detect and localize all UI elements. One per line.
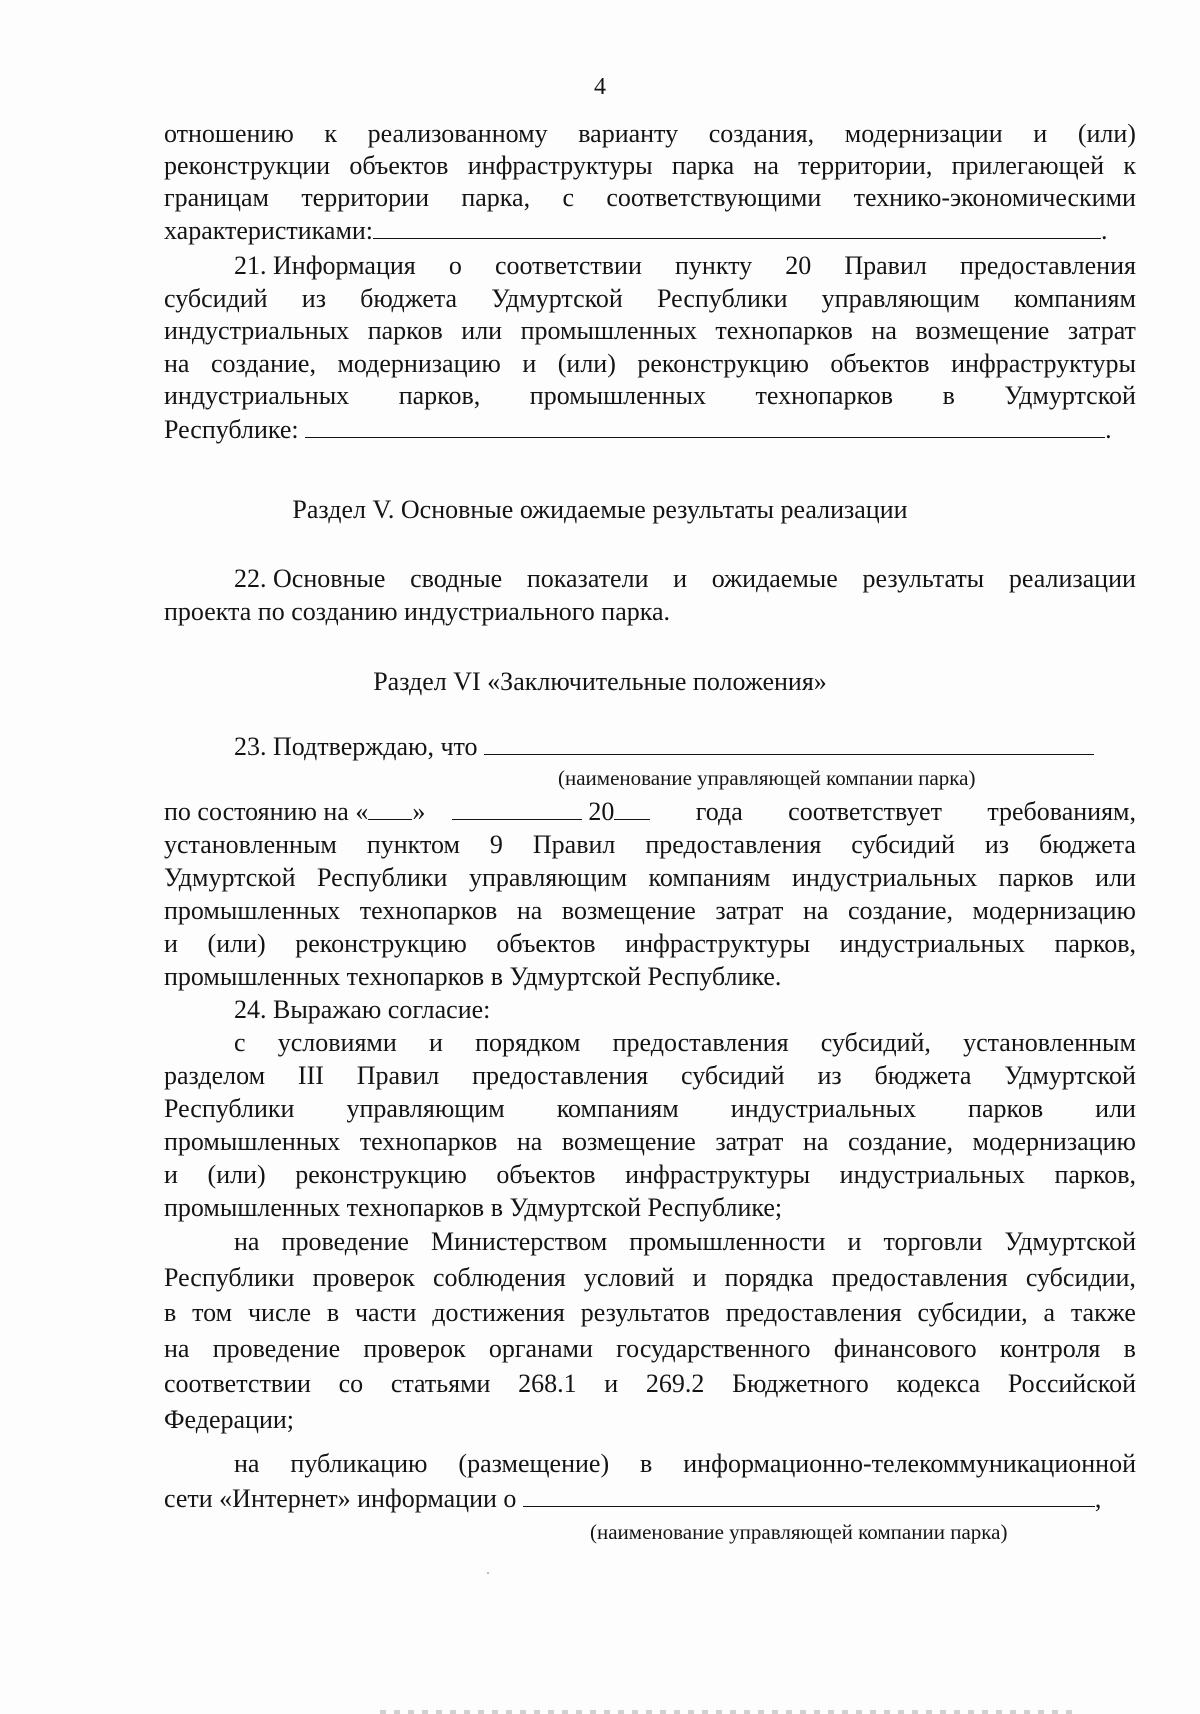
fill-in-blank <box>305 413 1105 438</box>
word: Республики <box>164 1094 295 1123</box>
line-text: требованиям, <box>987 797 1136 826</box>
word: или <box>461 316 503 345</box>
word: предоставления <box>725 1298 902 1327</box>
word: технопарков <box>359 896 498 925</box>
word: Удмуртской <box>491 283 623 313</box>
word: к <box>324 119 338 148</box>
day-blank <box>368 795 412 820</box>
word: и <box>164 929 178 958</box>
text-line: промышленных технопарков в Удмуртской Республике; <box>164 1193 783 1222</box>
word: компаниям <box>1014 283 1136 313</box>
line-end: . <box>1105 414 1112 444</box>
word: (или) <box>207 1160 266 1189</box>
word: на <box>164 348 190 378</box>
word: создание, <box>848 1127 953 1156</box>
text-line <box>164 828 1136 861</box>
word: 22. Основные <box>234 564 386 593</box>
paragraph-21 <box>164 250 1136 446</box>
text-line <box>164 861 1136 894</box>
word: соблюдения <box>432 1262 566 1292</box>
section-heading-6: Раздел VI «Заключительные положения» <box>373 667 827 696</box>
word: контроля <box>999 1333 1101 1363</box>
word: и <box>428 1028 443 1057</box>
word: условий <box>583 1262 675 1292</box>
word: парков <box>367 316 443 345</box>
word: в <box>942 381 955 410</box>
word: Правил <box>356 1061 440 1090</box>
paragraph-22 <box>164 562 1136 628</box>
word: финансового <box>833 1333 977 1363</box>
word: и <box>673 564 688 593</box>
word: территории <box>301 183 429 212</box>
word: создание, <box>210 348 316 378</box>
word: бюджета <box>1039 830 1136 859</box>
word: числе <box>247 1298 311 1327</box>
word: бюджета <box>360 283 458 313</box>
line-text: сети «Интернет» информации о <box>164 1484 517 1513</box>
text-line <box>164 150 1136 182</box>
word: объектов <box>496 1160 596 1189</box>
word: на <box>164 1333 190 1363</box>
word: объектов <box>830 348 930 378</box>
word: (или) <box>1077 119 1136 148</box>
text-line <box>164 1366 1136 1402</box>
word: инфраструктуры <box>951 348 1136 378</box>
word: предоставления <box>612 1028 789 1057</box>
word: достижения <box>432 1298 565 1327</box>
word: установленным <box>963 1028 1136 1057</box>
word: индустриальных <box>839 929 1025 958</box>
word: предоставления <box>959 251 1136 280</box>
paragraph-24-publication <box>164 1446 1136 1516</box>
word: информационно-телекоммуникационной <box>683 1449 1136 1478</box>
text-line <box>164 1446 1136 1481</box>
year-prefix: 20 <box>588 797 615 826</box>
word: Удмуртской <box>1004 1061 1136 1090</box>
word: из <box>984 830 1010 859</box>
company-name-blank <box>484 730 1094 755</box>
word: проверок <box>363 1333 466 1363</box>
word: на <box>802 896 829 925</box>
word: Удмуртской <box>1004 1227 1136 1256</box>
word: реконструкцию <box>295 929 467 958</box>
word: части <box>354 1298 417 1327</box>
word: индустриальных <box>164 381 350 410</box>
text-line <box>164 380 1136 413</box>
word: возмещение <box>915 316 1050 345</box>
word: модернизацию <box>972 1127 1136 1156</box>
word: Правил <box>844 251 927 280</box>
word: парков, <box>398 381 481 410</box>
word: модернизацию <box>972 896 1136 925</box>
word: или <box>1095 1094 1136 1123</box>
date-prefix: по состоянию на « <box>164 797 369 826</box>
word: и <box>522 348 537 378</box>
word: Российской <box>1007 1369 1136 1398</box>
text-line <box>164 250 1136 283</box>
word: модернизацию <box>337 348 501 378</box>
line-text: Республике: <box>164 414 299 444</box>
word: кодекса <box>896 1369 981 1398</box>
word: и <box>692 1262 707 1292</box>
word: границам <box>164 183 269 212</box>
word: торговли <box>883 1227 983 1256</box>
text-line <box>164 315 1136 348</box>
word: в <box>326 1298 340 1327</box>
word: с <box>234 1028 246 1057</box>
word: ожидаемые <box>711 564 838 593</box>
word: установленным <box>164 830 337 859</box>
word: а <box>1043 1298 1056 1327</box>
text-line: Федерации; <box>164 1404 295 1434</box>
text-line <box>164 927 1136 960</box>
word: управляющим <box>468 863 628 892</box>
paragraph-24-checks <box>164 1224 1136 1437</box>
word: на <box>753 151 779 180</box>
word: объектов <box>496 929 596 958</box>
line-text: характеристиками: <box>164 216 374 245</box>
word: субсидий, <box>820 1028 931 1057</box>
word: с <box>562 183 574 212</box>
word: парков <box>968 1094 1044 1123</box>
word: на <box>234 1227 260 1256</box>
word: (или) <box>557 348 616 378</box>
word: инфраструктуры <box>625 1160 811 1189</box>
word: 20 <box>785 251 812 280</box>
text-line: проекта по созданию индустриального парка. <box>164 597 671 626</box>
word: промышленных <box>164 1127 341 1156</box>
text-line <box>164 1295 1136 1331</box>
word: индустриальных <box>791 863 978 892</box>
word: и <box>847 1227 862 1256</box>
word: в <box>640 1449 653 1478</box>
text-line <box>164 182 1136 214</box>
word: и <box>164 1160 178 1189</box>
word: (или) <box>207 929 266 958</box>
text-line <box>164 1092 1136 1125</box>
word: Министерством <box>430 1227 608 1256</box>
scan-speck <box>487 1572 489 1574</box>
word: Бюджетного <box>732 1369 869 1398</box>
word: управляющим <box>821 283 980 313</box>
word: Удмуртской <box>164 863 296 892</box>
word: III <box>297 1061 324 1090</box>
word: 268.1 <box>518 1369 577 1398</box>
text-line <box>164 1331 1136 1367</box>
word: промышленных <box>520 316 697 345</box>
word: реконструкцию <box>295 1160 467 1189</box>
text-line <box>164 413 1136 447</box>
word: из <box>301 283 326 313</box>
word: промышленных <box>529 381 706 410</box>
blank-caption: (наименование управляющей компании парка) <box>590 1520 1008 1544</box>
word: 21. Информация <box>234 251 416 280</box>
word: также <box>1070 1298 1136 1327</box>
word: реконструкции <box>164 151 331 180</box>
word: парков, <box>1054 1160 1136 1189</box>
paragraph-23 <box>164 730 1136 763</box>
date-text <box>164 795 650 828</box>
word: создания, <box>708 119 815 148</box>
word: создание, <box>848 896 953 925</box>
word: из <box>817 1061 842 1090</box>
date-quote: » <box>412 797 426 826</box>
text-line <box>164 118 1136 150</box>
word: технопарков <box>715 316 853 345</box>
word: бюджета <box>874 1061 972 1090</box>
month-blank <box>452 795 582 820</box>
word: объектов <box>349 151 449 180</box>
text-line <box>164 1158 1136 1191</box>
line-text: соответствует <box>788 797 942 826</box>
word: промышленности <box>629 1227 826 1256</box>
word: прилегающей <box>951 151 1105 180</box>
text-line <box>164 214 1136 247</box>
word: или <box>1095 863 1136 892</box>
text-line <box>164 894 1136 927</box>
word: условиями <box>277 1028 397 1057</box>
word: пунктом <box>366 830 460 859</box>
word: пункту <box>675 251 753 280</box>
word: возмещение <box>561 896 696 925</box>
word: (размещение) <box>458 1449 610 1478</box>
word: затрат <box>715 896 784 925</box>
word: соответствии <box>164 1369 311 1398</box>
word: том <box>192 1298 233 1327</box>
line-end: , <box>1094 1484 1102 1513</box>
word: затрат <box>1067 316 1136 345</box>
page-number: 4 <box>594 74 606 100</box>
word: парков, <box>1054 929 1136 958</box>
word: сводные <box>410 564 503 593</box>
word: субсидий <box>681 1061 785 1090</box>
text-line <box>164 1125 1136 1158</box>
word: о <box>448 251 462 280</box>
word: в <box>164 1298 177 1327</box>
word: технопарков <box>755 381 894 410</box>
word: субсидий <box>164 283 268 313</box>
word: индустриальных <box>839 1160 1025 1189</box>
word: Республики <box>657 283 788 313</box>
word: проведение <box>212 1333 341 1363</box>
word: реализации <box>1008 564 1136 593</box>
word: в <box>1123 1333 1136 1363</box>
word: субсидии, <box>917 1298 1028 1327</box>
line-text: 23. Подтверждаю, что <box>234 732 478 761</box>
company-name-blank <box>523 1482 1095 1507</box>
word: Удмуртской <box>1004 381 1136 410</box>
word: органами <box>488 1333 593 1363</box>
word: модернизации <box>844 119 1003 148</box>
paragraph-23-body <box>164 795 1136 993</box>
text-line <box>164 348 1136 381</box>
word: показатели <box>526 564 649 593</box>
word: инфраструктуры <box>625 929 811 958</box>
word: предоставления <box>472 1061 649 1090</box>
text-line <box>164 1481 1136 1516</box>
line-end: . <box>1101 216 1108 245</box>
text-line <box>164 1059 1136 1092</box>
section-heading-5: Раздел V. Основные ожидаемые результаты реализации <box>292 495 908 524</box>
blank-caption: (наименование управляющей компании парка) <box>558 766 976 790</box>
word: и <box>604 1369 619 1398</box>
text-line <box>164 795 1136 828</box>
word: на <box>871 316 897 345</box>
word: соответствующими <box>606 183 822 212</box>
word: возмещение <box>561 1127 696 1156</box>
word: территории, <box>798 151 933 180</box>
paragraph-24 <box>164 993 1136 1224</box>
word: компаниям <box>648 863 771 892</box>
word: предоставления <box>831 1262 1008 1292</box>
word: Республики <box>317 863 448 892</box>
word: на <box>516 1127 543 1156</box>
word: промышленных <box>164 896 341 925</box>
word: инфраструктуры <box>467 151 653 180</box>
word: предоставления <box>645 830 822 859</box>
word: 269.2 <box>645 1369 705 1398</box>
word: технико-экономическими <box>853 183 1136 212</box>
word: проведение <box>281 1227 409 1256</box>
word: субсидии, <box>1025 1262 1136 1292</box>
word: парка, <box>461 183 531 212</box>
text-line: промышленных технопарков в Удмуртской Республике. <box>164 962 782 991</box>
word: на <box>802 1127 829 1156</box>
word: парка <box>671 151 735 180</box>
word: проверок <box>312 1262 415 1292</box>
word: реконструкцию <box>637 348 809 378</box>
word: и <box>1033 119 1048 148</box>
word: реализованному <box>367 119 548 148</box>
text-line <box>164 730 1136 763</box>
paragraph-continuation <box>164 118 1136 247</box>
word: варианту <box>578 119 679 148</box>
word: государственного <box>616 1333 811 1363</box>
scan-edge-artifact <box>380 1710 1080 1714</box>
word: индустриальных <box>164 316 350 345</box>
word: порядка <box>724 1262 814 1292</box>
word: результаты <box>862 564 985 593</box>
year-blank <box>614 795 650 820</box>
word: технопарков <box>359 1127 498 1156</box>
text-line <box>164 1260 1136 1296</box>
text-line <box>164 283 1136 316</box>
word: разделом <box>164 1061 266 1090</box>
text-line <box>164 562 1136 595</box>
text-line: 24. Выражаю согласие: <box>234 995 491 1024</box>
word: затрат <box>715 1127 784 1156</box>
word: индустриальных <box>730 1094 916 1123</box>
word: статьями <box>390 1369 491 1398</box>
word: Республики <box>164 1262 295 1292</box>
word: 9 <box>489 830 503 859</box>
word: отношению <box>164 119 294 148</box>
text-line <box>164 1224 1136 1260</box>
word: парков <box>998 863 1074 892</box>
word: субсидий <box>851 830 955 859</box>
line-text: года <box>695 797 743 826</box>
word: на <box>234 1449 260 1478</box>
word: со <box>338 1369 364 1398</box>
word: Правил <box>532 830 616 859</box>
word: соответствии <box>494 251 642 280</box>
word: результатов <box>580 1298 710 1327</box>
word: компаниям <box>556 1094 679 1123</box>
word: на <box>516 896 543 925</box>
word: управляющим <box>346 1094 505 1123</box>
text-line <box>164 1026 1136 1059</box>
word: публикацию <box>290 1449 428 1478</box>
word: порядком <box>475 1028 581 1057</box>
fill-in-blank <box>373 214 1101 239</box>
word: к <box>1123 151 1136 180</box>
